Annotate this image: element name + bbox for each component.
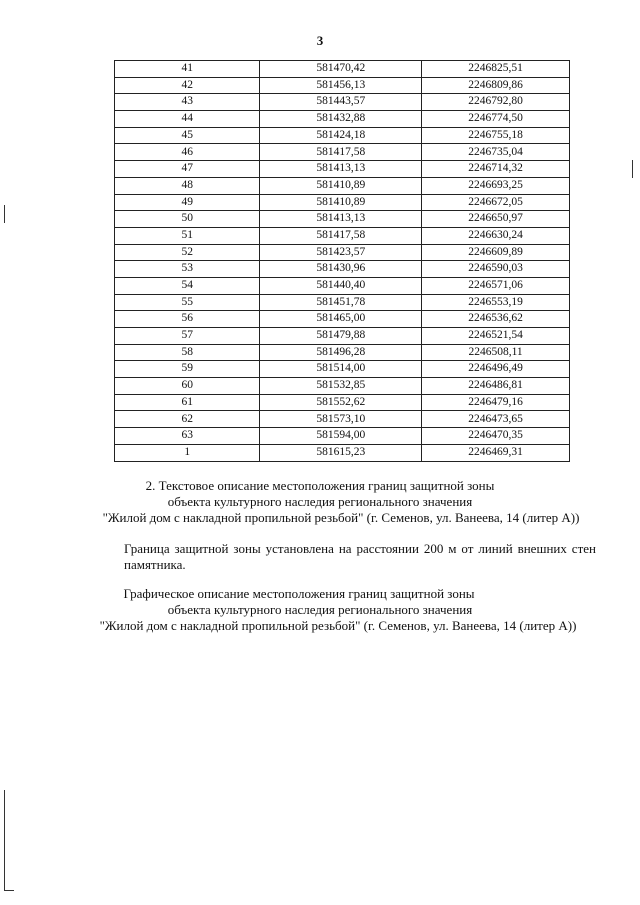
y-coordinate-cell: 2246735,04 xyxy=(422,144,570,161)
y-coordinate-cell: 2246521,54 xyxy=(422,328,570,345)
section-2-heading-line-1: 2. Текстовое описание местоположения границ защитной зоны xyxy=(145,478,495,493)
graphic-heading-line-3: "Жилой дом с накладной пропильной резьбой" (г. Семенов, ул. Ванеева, 14 (литер А)) xyxy=(99,618,577,633)
table-row xyxy=(115,94,570,111)
point-number-cell: 51 xyxy=(115,227,260,244)
y-coordinate-cell: 2246469,31 xyxy=(422,444,570,461)
y-coordinate-cell: 2246508,11 xyxy=(422,344,570,361)
x-coordinate-cell: 581410,89 xyxy=(260,194,422,211)
table-row xyxy=(115,144,570,161)
point-number-cell: 43 xyxy=(115,94,260,111)
table-row xyxy=(115,344,570,361)
section-2-heading xyxy=(0,478,640,526)
boundary-paragraph xyxy=(86,541,596,573)
x-coordinate-cell: 581443,57 xyxy=(260,94,422,111)
x-coordinate-cell: 581594,00 xyxy=(260,428,422,445)
graphic-heading-line-2: объекта культурного наследия регионального значения xyxy=(167,602,473,617)
graphic-description-heading xyxy=(0,586,640,634)
scan-edge-mark xyxy=(4,890,14,891)
point-number-cell: 55 xyxy=(115,294,260,311)
table-row xyxy=(115,227,570,244)
y-coordinate-cell: 2246774,50 xyxy=(422,111,570,128)
x-coordinate-cell: 581417,58 xyxy=(260,144,422,161)
table-row xyxy=(115,428,570,445)
table-row xyxy=(115,111,570,128)
point-number-cell: 48 xyxy=(115,177,260,194)
x-coordinate-cell: 581573,10 xyxy=(260,411,422,428)
y-coordinate-cell: 2246672,05 xyxy=(422,194,570,211)
y-coordinate-cell: 2246470,35 xyxy=(422,428,570,445)
point-number-cell: 47 xyxy=(115,161,260,178)
table-row xyxy=(115,311,570,328)
coordinates-table-body xyxy=(115,61,570,462)
point-number-cell: 44 xyxy=(115,111,260,128)
x-coordinate-cell: 581417,58 xyxy=(260,227,422,244)
point-number-cell: 50 xyxy=(115,211,260,228)
x-coordinate-cell: 581432,88 xyxy=(260,111,422,128)
x-coordinate-cell: 581413,13 xyxy=(260,161,422,178)
table-row xyxy=(115,61,570,78)
point-number-cell: 54 xyxy=(115,277,260,294)
table-row xyxy=(115,328,570,345)
x-coordinate-cell: 581456,13 xyxy=(260,77,422,94)
x-coordinate-cell: 581465,00 xyxy=(260,311,422,328)
table-row xyxy=(115,394,570,411)
y-coordinate-cell: 2246809,86 xyxy=(422,77,570,94)
point-number-cell: 46 xyxy=(115,144,260,161)
y-coordinate-cell: 2246693,25 xyxy=(422,177,570,194)
point-number-cell: 57 xyxy=(115,328,260,345)
x-coordinate-cell: 581424,18 xyxy=(260,127,422,144)
y-coordinate-cell: 2246473,65 xyxy=(422,411,570,428)
x-coordinate-cell: 581615,23 xyxy=(260,444,422,461)
table-row xyxy=(115,244,570,261)
x-coordinate-cell: 581413,13 xyxy=(260,211,422,228)
x-coordinate-cell: 581552,62 xyxy=(260,394,422,411)
point-number-cell: 1 xyxy=(115,444,260,461)
x-coordinate-cell: 581496,28 xyxy=(260,344,422,361)
table-row xyxy=(115,277,570,294)
point-number-cell: 42 xyxy=(115,77,260,94)
table-row xyxy=(115,194,570,211)
section-2-heading-line-2: объекта культурного наследия регионального значения xyxy=(167,494,473,509)
point-number-cell: 41 xyxy=(115,61,260,78)
y-coordinate-cell: 2246486,81 xyxy=(422,378,570,395)
table-row xyxy=(115,294,570,311)
table-row xyxy=(115,361,570,378)
y-coordinate-cell: 2246825,51 xyxy=(422,61,570,78)
point-number-cell: 52 xyxy=(115,244,260,261)
table-row xyxy=(115,211,570,228)
x-coordinate-cell: 581423,57 xyxy=(260,244,422,261)
point-number-cell: 61 xyxy=(115,394,260,411)
coordinates-table xyxy=(114,60,570,462)
x-coordinate-cell: 581532,85 xyxy=(260,378,422,395)
y-coordinate-cell: 2246496,49 xyxy=(422,361,570,378)
y-coordinate-cell: 2246479,16 xyxy=(422,394,570,411)
point-number-cell: 49 xyxy=(115,194,260,211)
y-coordinate-cell: 2246590,03 xyxy=(422,261,570,278)
table-row xyxy=(115,378,570,395)
page-number: 3 xyxy=(316,33,324,48)
y-coordinate-cell: 2246536,62 xyxy=(422,311,570,328)
y-coordinate-cell: 2246755,18 xyxy=(422,127,570,144)
y-coordinate-cell: 2246630,24 xyxy=(422,227,570,244)
x-coordinate-cell: 581479,88 xyxy=(260,328,422,345)
scan-edge-mark xyxy=(632,160,633,178)
y-coordinate-cell: 2246650,97 xyxy=(422,211,570,228)
x-coordinate-cell: 581514,00 xyxy=(260,361,422,378)
table-row xyxy=(115,444,570,461)
graphic-heading-line-1: Графическое описание местоположения границ защитной зоны xyxy=(123,586,475,601)
point-number-cell: 63 xyxy=(115,428,260,445)
point-number-cell: 56 xyxy=(115,311,260,328)
x-coordinate-cell: 581470,42 xyxy=(260,61,422,78)
x-coordinate-cell: 581440,40 xyxy=(260,277,422,294)
x-coordinate-cell: 581430,96 xyxy=(260,261,422,278)
y-coordinate-cell: 2246714,32 xyxy=(422,161,570,178)
point-number-cell: 53 xyxy=(115,261,260,278)
section-2-heading-line-3: "Жилой дом с накладной пропильной резьбой" (г. Семенов, ул. Ванеева, 14 (литер А)) xyxy=(102,510,580,525)
scan-edge-mark xyxy=(4,790,5,890)
point-number-cell: 60 xyxy=(115,378,260,395)
table-row xyxy=(115,127,570,144)
boundary-text: Граница защитной зоны установлена на расстоянии 200 м от линий внешних стен памятника. xyxy=(124,541,596,572)
x-coordinate-cell: 581451,78 xyxy=(260,294,422,311)
table-row xyxy=(115,161,570,178)
table-row xyxy=(115,261,570,278)
table-row xyxy=(115,77,570,94)
table-row xyxy=(115,177,570,194)
point-number-cell: 59 xyxy=(115,361,260,378)
y-coordinate-cell: 2246792,80 xyxy=(422,94,570,111)
point-number-cell: 58 xyxy=(115,344,260,361)
y-coordinate-cell: 2246609,89 xyxy=(422,244,570,261)
y-coordinate-cell: 2246553,19 xyxy=(422,294,570,311)
table-row xyxy=(115,411,570,428)
x-coordinate-cell: 581410,89 xyxy=(260,177,422,194)
point-number-cell: 62 xyxy=(115,411,260,428)
scan-edge-mark xyxy=(4,205,5,223)
y-coordinate-cell: 2246571,06 xyxy=(422,277,570,294)
point-number-cell: 45 xyxy=(115,127,260,144)
